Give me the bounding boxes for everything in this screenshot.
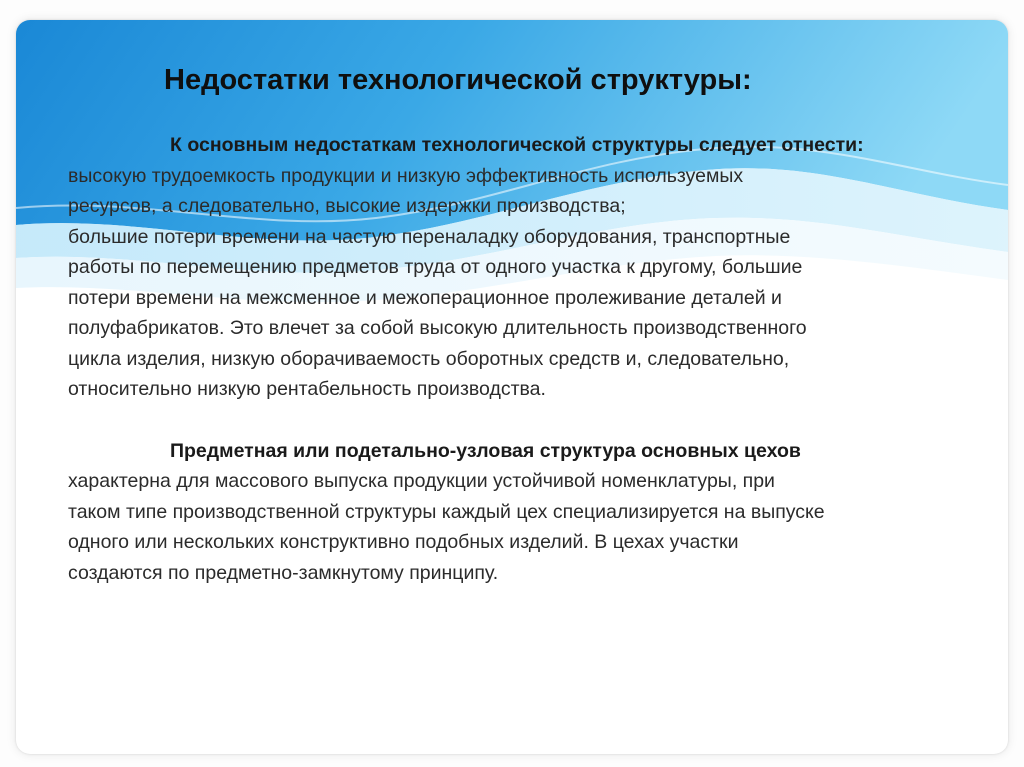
section1-line: ресурсов, а следовательно, высокие издержки производства; — [68, 195, 626, 217]
section1-line: высокую трудоемкость продукции и низкую эффективность используемых — [68, 164, 744, 187]
slide-body — [68, 130, 998, 588]
section1-line: полуфабрикатов. Это влечет за собой высокую длительность производственного — [68, 317, 807, 339]
section1-line: цикла изделия, низкую оборачиваемость оборотных средств и, следовательно, — [68, 347, 790, 370]
section1-heading: К основным недостаткам технологической структуры следует отнести: — [170, 134, 864, 156]
section2-line: характерна для массового выпуска продукции устойчивой номенклатуры, при — [68, 470, 775, 492]
slide-frame — [16, 20, 1008, 754]
section2-line: одного или нескольких конструктивно подобных изделий. В цехах участки — [68, 531, 739, 553]
section1-line: большие потери времени на частую переналадку оборудования, транспортные — [68, 225, 791, 248]
section2-line: таком типе производственной структуры каждый цех специализируется на выпуске — [68, 500, 825, 523]
paragraph-spacer — [68, 405, 998, 436]
section1-line: работы по перемещению предметов труда от одного участка к другому, большие — [68, 256, 803, 278]
section2-line: создаются по предметно-замкнутому принципу. — [68, 561, 499, 584]
section2-heading: Предметная или подетально-узловая структура основных цехов — [170, 439, 801, 462]
slide-title: Недостатки технологической структуры: — [164, 64, 752, 96]
section1-line: относительно низкую рентабельность производства. — [68, 378, 546, 400]
section1-line: потери времени на межсменное и межоперационное пролеживание деталей и — [68, 286, 782, 309]
